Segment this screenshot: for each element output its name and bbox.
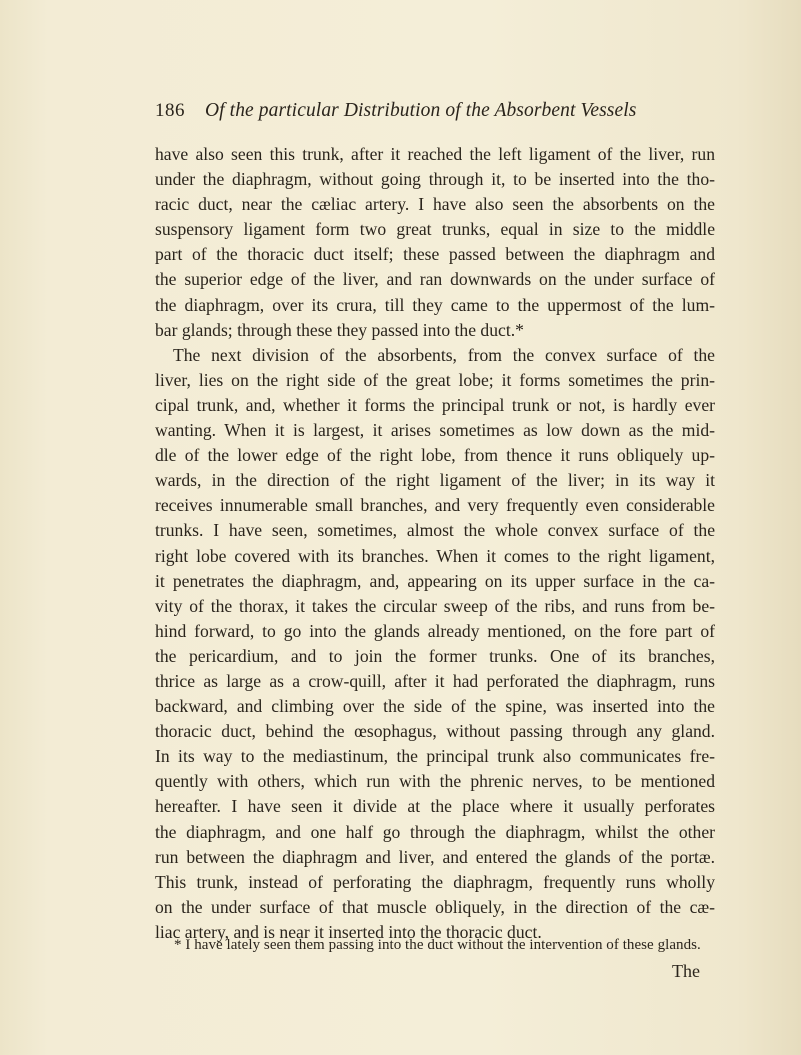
text-line: have also seen this trunk, after it reached the left ligament of the liver, run <box>155 144 715 164</box>
text-line: wards, in the direction of the right ligament of the liver; in its way it <box>155 470 715 491</box>
text-line: the pericardium, and to join the former trunks. One of its branches, <box>155 645 715 666</box>
text-line: hind forward, to go into the glands already mentioned, on the fore part of <box>155 620 715 641</box>
text-line: receives innumerable small branches, and very frequently even considerable <box>155 495 715 516</box>
text-line: thrice as large as a crow-quill, after it had perforated the diaphragm, runs <box>155 670 715 691</box>
body-text <box>155 142 715 945</box>
text-line: In its way to the mediastinum, the principal trunk also communicates fre- <box>155 746 715 767</box>
page-number: 186 <box>155 100 185 121</box>
text-line: liver, lies on the right side of the great lobe; it forms sometimes the prin- <box>155 369 715 390</box>
catchword: The <box>672 961 700 981</box>
text-line: hereafter. I have seen it divide at the place where it usually perforates <box>155 796 715 817</box>
text-line: it penetrates the diaphragm, and, appearing on its upper surface in the ca- <box>155 570 715 591</box>
text-line: the superior edge of the liver, and ran downwards on the under surface of <box>155 269 715 290</box>
text-line: suspensory ligament form two great trunks, equal in size to the middle <box>155 219 715 240</box>
text-line: dle of the lower edge of the right lobe, from thence it runs obliquely up- <box>155 445 715 466</box>
text-line: backward, and climbing over the side of the spine, was inserted into the <box>155 696 715 717</box>
text-line: under the diaphragm, without going through it, to be inserted into the tho- <box>155 169 715 190</box>
text-line: liac artery, and is near it inserted into the thoracic duct. <box>155 921 542 942</box>
footnote: * I have lately seen them passing into the duct without the intervention of these glands. <box>174 937 701 953</box>
text-line: cipal trunk, and, whether it forms the principal trunk or not, is hardly ever <box>155 394 715 415</box>
text-line: wanting. When it is largest, it arises sometimes as low down as the mid- <box>155 420 715 441</box>
text-line: the diaphragm, over its crura, till they came to the uppermost of the lum- <box>155 294 715 315</box>
text-line: on the under surface of that muscle obliquely, in the direction of the cæ- <box>155 896 715 917</box>
text-line: right lobe covered with its branches. When it comes to the right ligament, <box>155 545 715 566</box>
text-line: trunks. I have seen, sometimes, almost the whole convex surface of the <box>155 520 715 541</box>
text-line: racic duct, near the cæliac artery. I have also seen the absorbents on the <box>155 194 715 215</box>
text-line: The next division of the absorbents, from the convex surface of the <box>173 344 715 365</box>
text-line: the diaphragm, and one half go through the diaphragm, whilst the other <box>155 821 715 842</box>
page-header <box>155 100 715 130</box>
text-line: This trunk, instead of perforating the diaphragm, frequently runs wholly <box>155 871 715 892</box>
text-line: thoracic duct, behind the œsophagus, without passing through any gland. <box>155 721 715 742</box>
text-line: vity of the thorax, it takes the circular sweep of the ribs, and runs from be- <box>155 595 715 616</box>
text-line: run between the diaphragm and liver, and entered the glands of the portæ. <box>155 846 715 867</box>
text-line: part of the thoracic duct itself; these passed between the diaphragm and <box>155 244 715 265</box>
text-line: quently with others, which run with the phrenic nerves, to be mentioned <box>155 771 715 792</box>
text-line: bar glands; through these they passed into the duct.* <box>155 319 524 340</box>
running-title: Of the particular Distribution of the Absorbent Vessels <box>205 100 637 121</box>
